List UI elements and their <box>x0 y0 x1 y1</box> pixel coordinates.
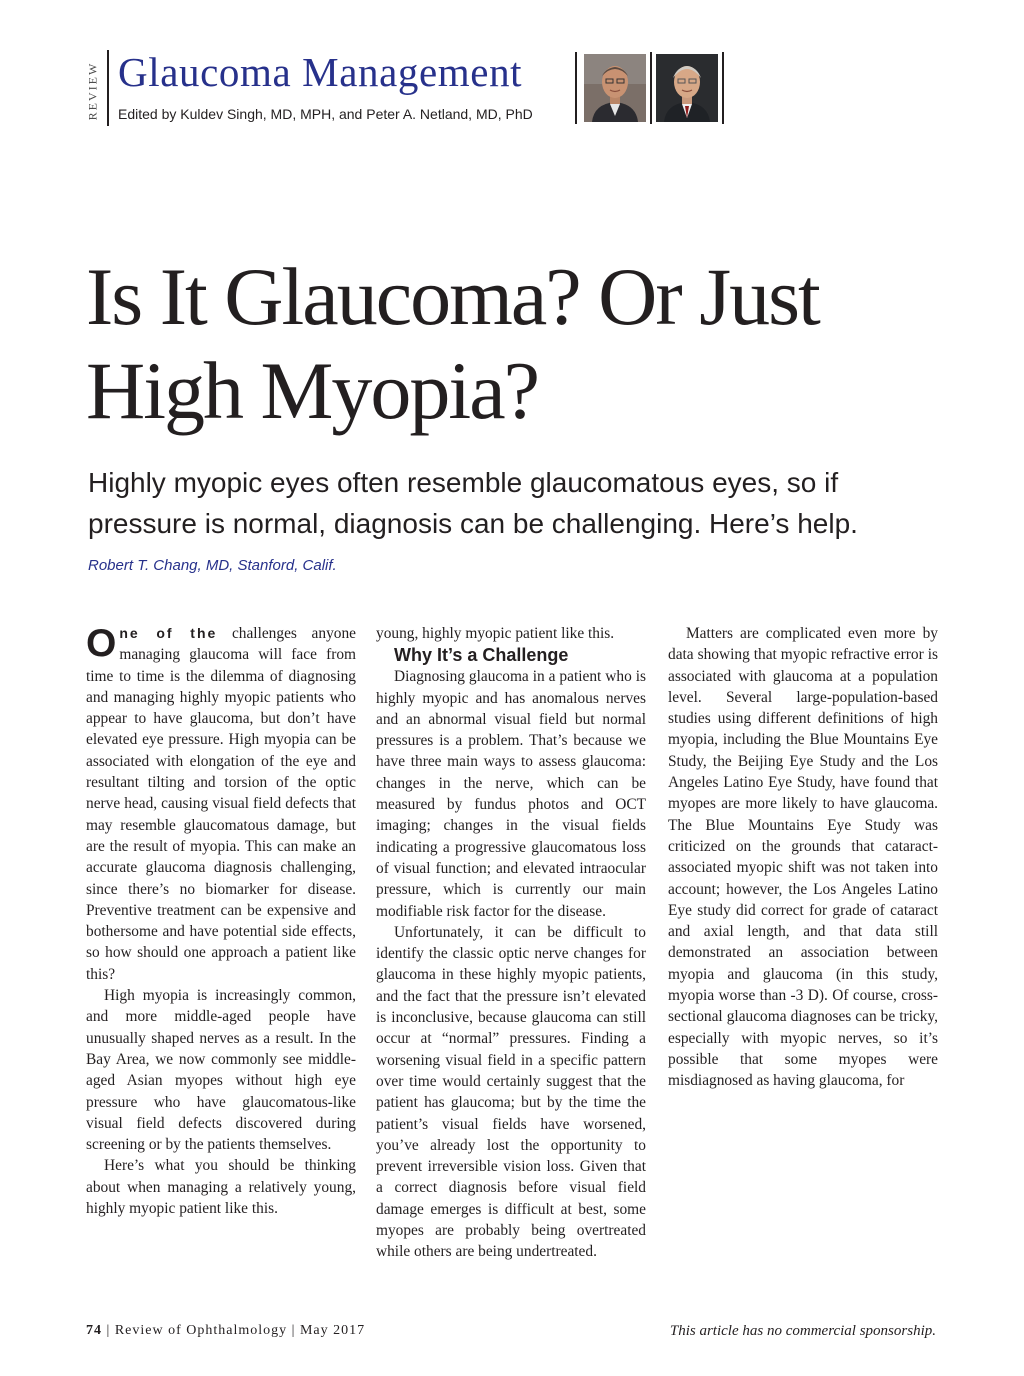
folio-separator-1: | <box>106 1323 111 1338</box>
paragraph-6: Matters are complicated even more by data showing that myopic refractive error is associated with glaucoma at a population level. Several large-population-based studies using different definitions of high myopia, including the Blue Mountains Eye Study, the Beijing Eye Study and the Los Angeles Latino Eye Study, have found that myopes are more likely to have glaucoma. The Blue Mountains Eye Study was criticized on the grounds that cataract-associated myopic shift was not taken into account; however, the Los Angeles Latino Eye study did correct for grade of cataract and axial length, and that data still demonstrated an association between myopia and glaucoma (in this study, myopia worse than -3 D). Of course, cross-sectional glaucoma diagnoses can be tricky, especially with myopic nerves, so it’s possible that some myopes were misdiagnosed as having glaucoma, for <box>668 625 938 1090</box>
editor-photo-singh <box>584 54 646 122</box>
article-title: Is It Glaucoma? Or Just High Myopia? <box>86 251 819 436</box>
column-3 <box>668 623 938 1092</box>
issue-date: May 2017 <box>299 1323 366 1338</box>
drop-cap: O <box>86 622 117 665</box>
editors-line: Edited by Kuldev Singh, MD, MPH, and Peter A. Netland, MD, PhD <box>118 106 533 122</box>
paragraph-1 <box>86 623 356 985</box>
paragraph-1-text: challenges anyone managing glaucoma will face from time to time is the dilemma of diagnosing and managing highly myopic patients who appear to have glaucoma, but don’t have elevated eye pressure. High myopia can be associated with elongation of the eye and resultant tilting and torsion of the optic nerve head, causing visual field defects that may resemble glaucomatous damage, but are the result of myopia. This can make an accurate glaucoma diagnosis challenging, since there’s no biomarker for disease. Preventive treatment can be expensive and bothersome and have potential side effects, so how should one approach a patient like this? <box>86 625 356 983</box>
portrait-divider-left <box>650 52 652 124</box>
magazine-name: Review of Ophthalmology <box>114 1323 288 1338</box>
article-deck: Highly myopic eyes often resemble glaucomatous eyes, so if pressure is normal, diagnosis can be challenging. Here’s help. <box>88 467 858 539</box>
paragraph-4: Diagnosing glaucoma in a patient who is highly myopic and has anomalous nerves and an abnormal visual field but normal pressures is a problem. That’s because we have three main ways to assess glaucoma: changes in the nerve, which can be measured by fundus photos and OCT imaging; changes in the visual fields indicating a progressive glaucomatous loss of visual function; and elevated intraocular pressure, which is currently our main modifiable risk factor for the disease. <box>376 668 646 920</box>
page-number: 74 <box>86 1323 102 1338</box>
article-byline: Robert T. Chang, MD, Stanford, Calif. <box>88 557 337 574</box>
paragraph-3: Here’s what you should be thinking about when managing a relatively young, highly myopic patient like this. <box>86 1157 356 1218</box>
header-divider-left <box>107 50 109 126</box>
paragraph-2: High myopia is increasingly common, and more middle-aged people have unusually shaped nerves as a result. In the Bay Area, we now commonly see middle-aged Asian myopes without high eye pressure who have glaucomatous-like visual field defects discovered during screening or by the patients themselves. <box>86 987 356 1154</box>
department-title: Glaucoma Management <box>118 49 523 95</box>
lead-in: ne of the <box>119 625 218 641</box>
folio-separator-2: | <box>291 1323 296 1338</box>
header-divider-right <box>575 52 577 124</box>
column-1 <box>86 623 356 1279</box>
column-2 <box>376 623 646 1263</box>
editor-photo-netland <box>656 54 718 122</box>
section-heading: Why It’s a Challenge <box>394 645 569 666</box>
page-folio <box>86 1323 365 1339</box>
portrait-divider-right <box>722 52 724 124</box>
sponsorship-note: This article has no commercial sponsorship. <box>669 1323 936 1339</box>
section-label-text: REVIEW <box>85 61 100 121</box>
paragraph-5: Unfortunately, it can be difficult to identify the classic optic nerve changes for glaucoma in these highly myopic patients, and the fact that the pressure isn’t elevated is inconclusive, because glaucoma can still occur at “normal” pressures. Finding a worsening visual field in a specific pattern over time would certainly suggest that the patient has glaucoma; but by the time the patient’s visual fields have worsened, you’ve already lost the opportunity to prevent irreversible vision loss. Given that a correct diagnosis before visual field damage emerges is difficult at best, some myopes are probably being overtreated while others are being undertreated. <box>376 923 646 1261</box>
section-label <box>82 52 104 130</box>
paragraph-3-continued: young, highly myopic patient like this. <box>376 625 615 642</box>
